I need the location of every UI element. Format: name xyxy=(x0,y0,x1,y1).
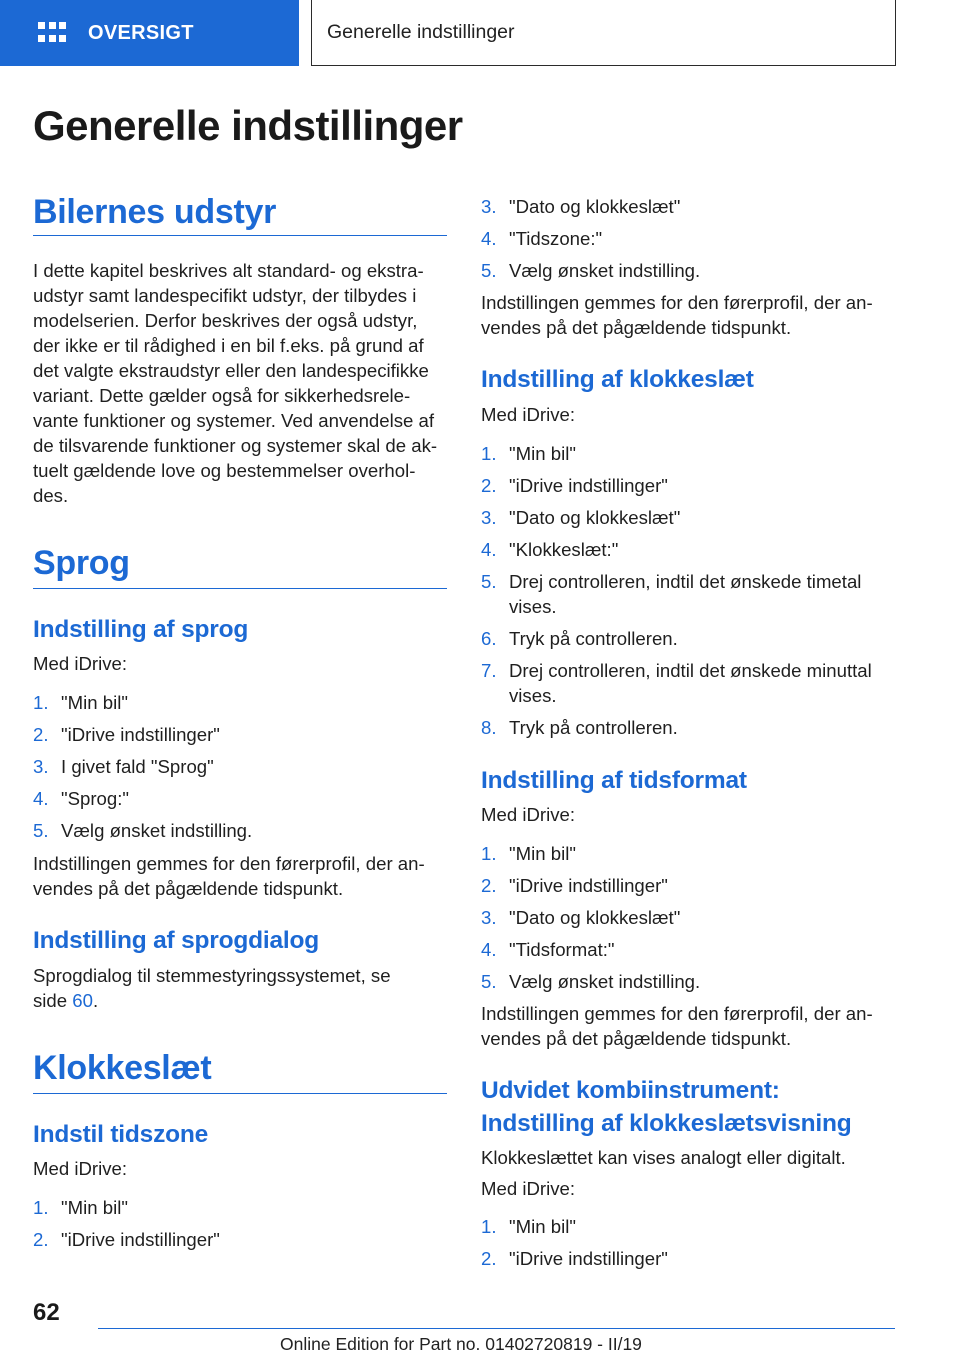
list-text: "Min bil" xyxy=(61,692,128,713)
list-item xyxy=(481,194,895,219)
list-text: "Min bil" xyxy=(61,1197,128,1218)
list-number: 1. xyxy=(481,443,497,464)
list-text-cont: vises. xyxy=(509,685,557,706)
subheading-time-format: Indstilling af tidsformat xyxy=(481,767,747,794)
idrive-intro: Med iDrive: xyxy=(481,804,576,825)
section-heading-language: Sprog xyxy=(33,544,130,582)
text-fragment: side xyxy=(33,990,73,1011)
text-line: tuelt gældende love og bestemmelser overhol- xyxy=(33,460,416,481)
subheading-cluster-clock xyxy=(481,1074,852,1140)
section-divider xyxy=(33,235,447,236)
list-item xyxy=(33,754,447,779)
text-line: vendes på det pågældende tidspunkt. xyxy=(481,317,792,338)
edition-text: Online Edition for Part no. 01402720819 - II/19 xyxy=(280,1334,642,1354)
list-item xyxy=(33,818,447,843)
list-item xyxy=(481,537,895,562)
list-text: Drej controlleren, indtil det ønskede minuttal xyxy=(509,660,872,681)
list-item xyxy=(481,473,895,498)
list-number: 3. xyxy=(33,756,49,777)
list-number: 3. xyxy=(481,507,497,528)
heading-line: Indstilling af klokkeslætsvisning xyxy=(481,1110,852,1137)
list-number: 5. xyxy=(481,260,497,281)
idrive-intro: Med iDrive: xyxy=(33,1158,128,1179)
list-text: "iDrive indstillinger" xyxy=(61,724,220,745)
list-number: 1. xyxy=(481,1216,497,1237)
list-text: Vælg ønsket indstilling. xyxy=(509,971,701,992)
text-line xyxy=(33,988,447,1013)
grid-menu-icon xyxy=(38,22,66,44)
list-item xyxy=(481,715,895,740)
list-item xyxy=(481,841,895,866)
footer-divider xyxy=(98,1328,895,1329)
list-text: Tryk på controlleren. xyxy=(509,717,678,738)
text-line: Indstillingen gemmes for den førerprofil, der an- xyxy=(481,1003,873,1024)
list-item xyxy=(481,905,895,930)
text-line: udstyr samt landespecifikt udstyr, der tilbydes i xyxy=(33,285,417,306)
list-text-cont: vises. xyxy=(509,596,557,617)
list-item xyxy=(481,1246,895,1271)
list-number: 2. xyxy=(33,724,49,745)
text-line: det valgte ekstraudstyr eller den landespecifikke xyxy=(33,360,429,381)
list-text: "Min bil" xyxy=(509,443,576,464)
list-text: "iDrive indstillinger" xyxy=(509,875,668,896)
list-number: 5. xyxy=(481,971,497,992)
list-item xyxy=(33,786,447,811)
list-item xyxy=(481,969,895,994)
profile-note xyxy=(33,851,447,901)
list-number: 2. xyxy=(33,1229,49,1250)
idrive-intro: Med iDrive: xyxy=(481,1178,576,1199)
list-text: "Tidsformat:" xyxy=(509,939,615,960)
list-text: Tryk på controlleren. xyxy=(509,628,678,649)
list-item xyxy=(481,441,895,466)
list-text: "Dato og klokkeslæt" xyxy=(509,507,681,528)
text-line: variant. Dette gælder også for sikkerhedsrele- xyxy=(33,385,411,406)
subheading-time-zone: Indstil tidszone xyxy=(33,1121,209,1148)
page-header xyxy=(0,0,960,66)
profile-note xyxy=(481,1001,895,1051)
list-item xyxy=(481,226,895,251)
list-number: 8. xyxy=(481,717,497,738)
text-line: vendes på det pågældende tidspunkt. xyxy=(33,878,344,899)
section-divider xyxy=(33,588,447,589)
text-line: der ikke er til rådighed i en bil f.eks. på grund af xyxy=(33,335,424,356)
text-line: Indstillingen gemmes for den førerprofil, der an- xyxy=(481,292,873,313)
idrive-intro: Med iDrive: xyxy=(33,653,128,674)
list-number: 5. xyxy=(33,820,49,841)
list-item xyxy=(33,1195,447,1220)
list-number: 4. xyxy=(33,788,49,809)
section-title-label: Generelle indstillinger xyxy=(327,21,515,43)
list-item xyxy=(481,505,895,530)
section-divider xyxy=(33,1093,447,1094)
text-line: modelserien. Derfor beskrives der også udstyr, xyxy=(33,310,418,331)
list-number: 1. xyxy=(33,692,49,713)
list-item xyxy=(481,1214,895,1239)
list-text: "Min bil" xyxy=(509,1216,576,1237)
text-line: Indstillingen gemmes for den førerprofil, der an- xyxy=(33,853,425,874)
text-line: Sprogdialog til stemmestyringssystemet, se xyxy=(33,965,391,986)
list-text: I givet fald "Sprog" xyxy=(61,756,214,777)
voice-language-text xyxy=(33,963,447,1013)
list-number: 2. xyxy=(481,475,497,496)
list-item xyxy=(481,873,895,898)
text-line: I dette kapitel beskrives alt standard- og ekstra- xyxy=(33,260,424,281)
list-text: "iDrive indstillinger" xyxy=(509,1248,668,1269)
list-number: 6. xyxy=(481,628,497,649)
list-number: 4. xyxy=(481,228,497,249)
page-reference-link[interactable]: 60 xyxy=(72,990,93,1011)
list-number: 7. xyxy=(481,660,497,681)
list-item xyxy=(33,1227,447,1252)
list-number: 1. xyxy=(33,1197,49,1218)
subheading-set-clock: Indstilling af klokkeslæt xyxy=(481,366,754,393)
list-text: Vælg ønsket indstilling. xyxy=(61,820,253,841)
cluster-clock-text: Klokkeslættet kan vises analogt eller digitalt. xyxy=(481,1147,846,1168)
list-number: 2. xyxy=(481,875,497,896)
list-text: "Klokkeslæt:" xyxy=(509,539,619,560)
equipment-paragraph xyxy=(33,258,447,508)
overview-label: OVERSIGT xyxy=(88,21,194,44)
list-item xyxy=(33,722,447,747)
page-number: 62 xyxy=(33,1299,60,1326)
list-text: "Min bil" xyxy=(509,843,576,864)
list-text: "iDrive indstillinger" xyxy=(61,1229,220,1250)
list-number: 1. xyxy=(481,843,497,864)
list-number: 3. xyxy=(481,907,497,928)
list-item xyxy=(33,690,447,715)
list-item xyxy=(481,937,895,962)
list-number: 5. xyxy=(481,571,497,592)
list-text: Vælg ønsket indstilling. xyxy=(509,260,701,281)
text-fragment: . xyxy=(92,990,99,1011)
section-heading-clock: Klokkeslæt xyxy=(33,1049,212,1087)
list-number: 4. xyxy=(481,539,497,560)
list-text: "iDrive indstillinger" xyxy=(509,475,668,496)
list-text: "Dato og klokkeslæt" xyxy=(509,907,681,928)
list-text: "Dato og klokkeslæt" xyxy=(509,196,681,217)
list-text: Drej controlleren, indtil det ønskede timetal xyxy=(509,571,862,592)
list-item xyxy=(481,258,895,283)
list-item xyxy=(481,658,895,708)
heading-line: Udvidet kombiinstrument: xyxy=(481,1077,780,1104)
subheading-voice-language: Indstilling af sprogdialog xyxy=(33,927,320,954)
list-number: 3. xyxy=(481,196,497,217)
text-line: de tilsvarende funktioner og systemer skal de ak- xyxy=(33,435,438,456)
idrive-intro: Med iDrive: xyxy=(481,404,576,425)
list-number: 4. xyxy=(481,939,497,960)
section-heading-equipment: Bilernes udstyr xyxy=(33,193,277,231)
list-text: "Sprog:" xyxy=(61,788,129,809)
list-item xyxy=(481,569,895,619)
list-number: 2. xyxy=(481,1248,497,1269)
text-line: des. xyxy=(33,485,69,506)
section-title-tab[interactable] xyxy=(311,0,896,66)
list-item xyxy=(481,626,895,651)
overview-button[interactable] xyxy=(0,0,299,66)
list-text: "Tidszone:" xyxy=(509,228,603,249)
page-title: Generelle indstillinger xyxy=(33,102,463,149)
subheading-set-language: Indstilling af sprog xyxy=(33,616,249,643)
text-line: vante funktioner og systemer. Ved anvendelse af xyxy=(33,410,435,431)
text-line: vendes på det pågældende tidspunkt. xyxy=(481,1028,792,1049)
profile-note xyxy=(481,290,895,340)
